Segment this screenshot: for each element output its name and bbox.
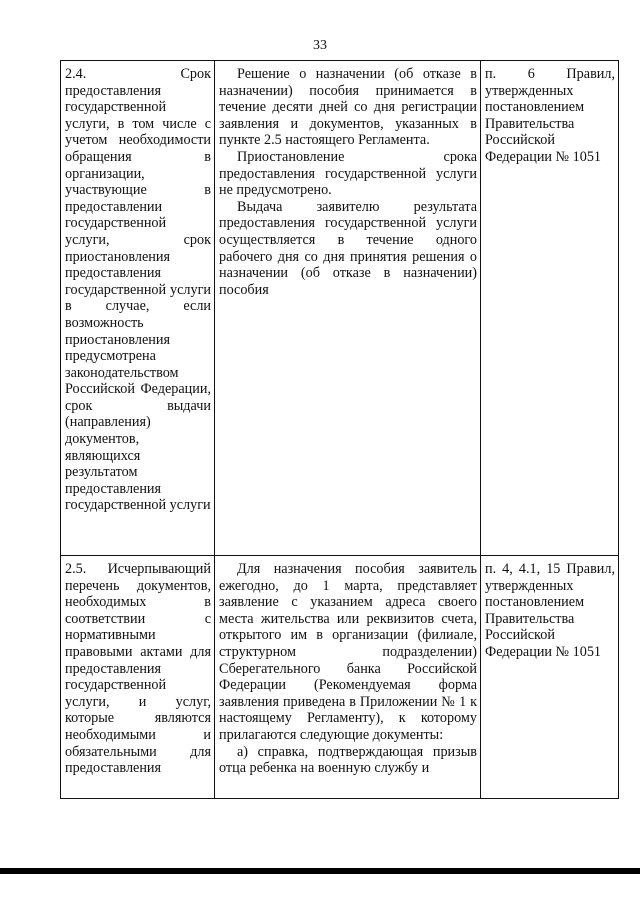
section-title: 2.4. Срок предоставления государственной услуги, в том числе с учетом необходимости обращения в организации, участвующие в предоставлении государственной услуги, срок приостановления предоставления государственной услуги в случае, если возможность приостановления предусмотрена законодательством Российской Федерации, срок выдачи (направления) документов, являющихся результатом предоставления государственной услуги [65,66,211,514]
section-title-cell [61,61,215,556]
paragraph: а) справка, подтверждающая призыв отца ребенка на военную службу и [219,743,477,777]
table-row [61,556,619,799]
table-row [61,61,619,556]
regulation-table [60,60,619,799]
paragraph: Приостановление срока предоставления государственной услуги не предусмотрено. [219,148,477,199]
reference-cell [481,61,619,556]
paragraph: Для назначения пособия заявитель ежегодно, до 1 марта, представляет заявление с указанием адреса своего места жительства или реквизитов счета, открытого им в организации (филиале, структурном подразделении) Сберегательного банка Российской Федерации (Рекомендуемая форма заявления приведена в Приложении № 1 к настоящему Регламенту), к которому прилагаются следующие документы: [219,561,477,743]
section-title: 2.5. Исчерпывающий перечень документов, необходимых в соответствии с нормативными правовыми актами для предоставления государственной услуги, и услуг, которые являются необходимыми и обязательными для предоставления [65,561,211,777]
paragraph: Решение о назначении (об отказе в назначении) пособия принимается в течение десяти дней со дня регистрации заявления и документов, указанных в пункте 2.5 настоящего Регламента. [219,66,477,149]
reference-cell [481,556,619,799]
description-cell [215,556,481,799]
page-number: 33 [313,38,327,53]
legal-reference: п. 6 Правил, утвержденных постановлением Правительства Российской Федерации № 1051 [485,66,615,165]
description-cell [215,61,481,556]
paragraph: Выдача заявителю результата предоставления государственной услуги осуществляется в течение одного рабочего дня со дня принятия решения о назначении (об отказе в назначении) пособия [219,198,477,298]
legal-reference: п. 4, 4.1, 15 Правил, утвержденных постановлением Правительства Российской Федерации № 1051 [485,561,615,660]
section-title-cell [61,556,215,799]
scan-edge-bar [0,868,640,874]
